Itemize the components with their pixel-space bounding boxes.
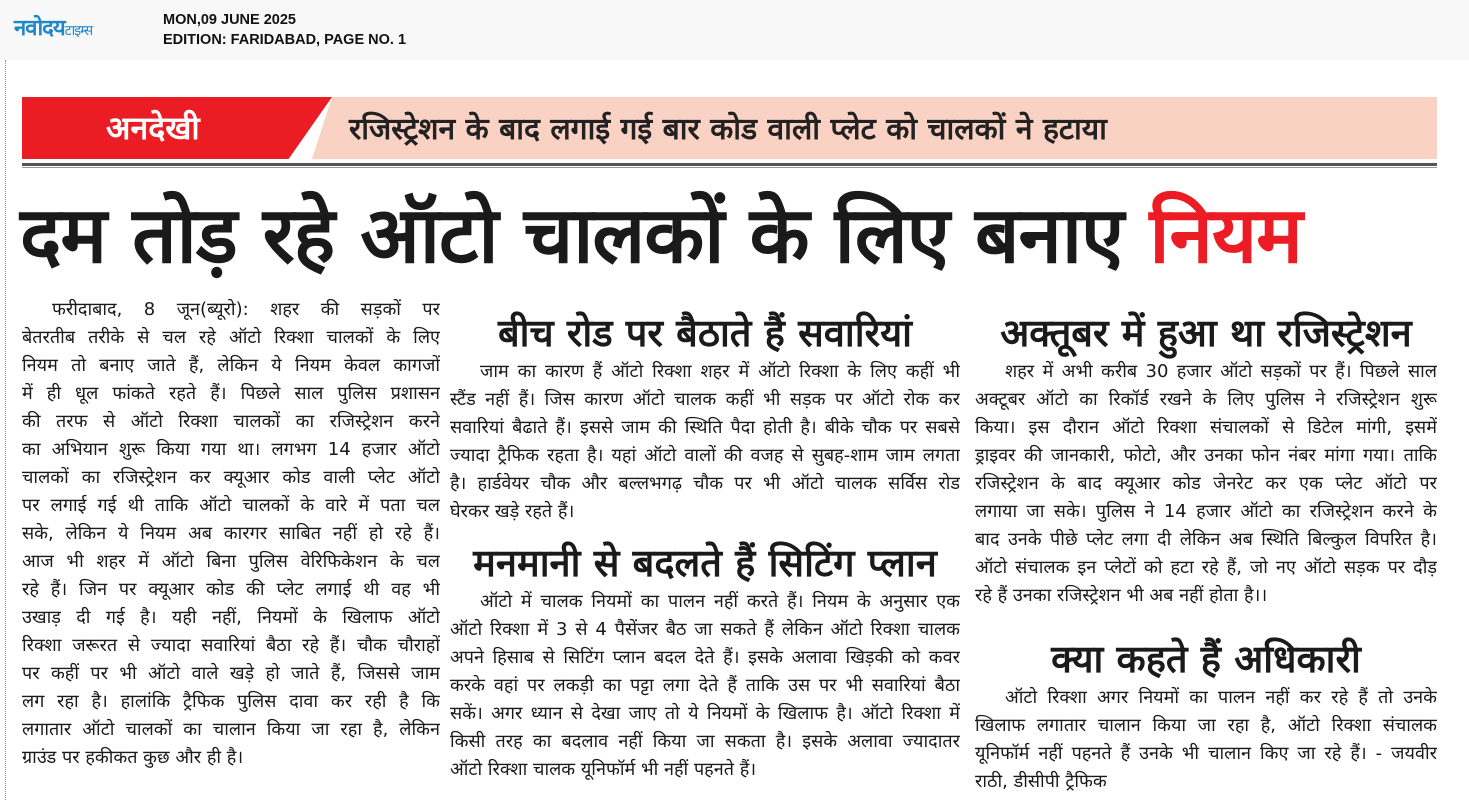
text-line: लगाया जा सके। पुलिस ने 14 हजार ऑटो का रजिस्ट्रेशन करने के (975, 501, 1437, 522)
text-line: ऑटो रिक्शा चालक यूनिफॉर्म भी नहीं पहनते हैं। (450, 759, 757, 780)
text-line: लगातार ऑटो चालकों का चालान किया जा रहा है, लेकिन (22, 719, 440, 740)
text-line: ऑटो रिक्शा अगर नियमों का पालन नहीं कर रहे हैं तो उनके (1005, 687, 1437, 708)
edition-info (163, 10, 406, 50)
text-line: रजिस्ट्रेशन के बाद क्यूआर कोड जेनरेट कर एक प्लेट ऑटो पर (975, 473, 1437, 494)
navodaya-times-logo[interactable]: नवोदयटाइम्स (14, 16, 93, 41)
text-line: राठी, डीसीपी ट्रैफिक (975, 771, 1107, 792)
section-heading: क्या कहते हैं अधिकारी (1051, 637, 1361, 681)
epaper-header (0, 0, 1469, 60)
text-line: नियम तो बनाए जाते हैं, लेकिन ये नियम केवल कागजों (22, 355, 440, 376)
main-headline: दम तोड़ रहे ऑटो चालकों के लिए बनाए नियम (20, 191, 1302, 281)
intro-paragraph (22, 296, 440, 772)
text-line: करके वहां पर लकड़ी का पट्टा लगा देते हैं ताकि उस पर भी सवारियां बैठा (450, 675, 960, 696)
section-paragraph (450, 588, 960, 784)
text-line: पर लगाई गई थी ताकि ऑटो चालकों के वारे में पता चल (22, 495, 440, 516)
text-line: ऑटो संचालक इन प्लेटों को हटा रहे हैं, जो नए ऑटो सड़क पर दौड़ (975, 557, 1437, 578)
text-line: अपने हिसाब से सिटिंग प्लान बदल देते हैं। इसके अलावा खिड़की को कवर (450, 647, 960, 668)
edition-page: EDITION: FARIDABAD, PAGE NO. 1 (163, 32, 407, 48)
divider (22, 167, 1437, 168)
middle-column (450, 308, 960, 784)
text-line: रिक्शा जरूरत से ज्यादा सवारियां बैठा रहे हैं। चौक चौराहों (22, 635, 440, 656)
text-line: का अभियान शुरू किया गया था। लगभग 14 हजार ऑटो (22, 439, 440, 460)
text-line: उखाड़ दी गई है। यही नहीं, नियमों के खिलाफ ऑटो (22, 607, 440, 628)
text-line: ड्राइवर की जानकारी, फोटो, और उनका फोन नंबर मांगा गया। ताकि (975, 445, 1437, 466)
text-line: जाम का कारण हैं ऑटो रिक्शा शहर में ऑटो रिक्शा के लिए कहीं भी (480, 361, 960, 382)
text-line: खिलाफ लगातार चालान किया जा रहा है, ऑटो रिक्शा संचालक (975, 715, 1437, 736)
kicker-tag: अनदेखी (106, 109, 200, 147)
text-line: सकें। अगर ध्यान से देखा जाए तो ये नियमों के खिलाफ है। ऑटो रिक्शा में (450, 703, 960, 724)
text-line: ऑटो रिक्शा में 3 से 4 पैसेंजर बैठ जा सकते हैं लेकिन ऑटो रिक्शा चालक (450, 619, 960, 640)
text-line: पर कहीं पर भी ऑटो वाले खड़े हो जाते हैं, जिससे जाम (22, 663, 440, 684)
text-line: स्टैंड नहीं हैं। जिस कारण ऑटो चालक कहीं भी सड़क पर ऑटो रोक कर (450, 389, 960, 410)
text-line: ऑटो में चालक नियमों का पालन नहीं करते हैं। नियम के अनुसार एक (480, 591, 960, 612)
divider (22, 163, 1437, 166)
text-line: बाद उनके पीछे प्लेट लगा दी लेकिन अब स्थिति बिल्कुल विपरित है। (975, 529, 1437, 550)
text-line: रहे हैं। जिन पर क्यूआर कोड की प्लेट लगाई थी वह भी (22, 579, 440, 600)
text-line: लग रहा है। हालांकि ट्रैफिक पुलिस दावा कर रही है कि (22, 691, 440, 712)
text-line: ज्यादा ट्रैफिक रहता है। यहां ऑटो वालों की वजह से सुबह-शाम जाम लगता (450, 445, 960, 466)
text-line: घेरकर खड़े रहते हैं। (450, 501, 575, 522)
text-line: अक्टूबर ऑटो का रिकॉर्ड रखने के लिए पुलिस ने रजिस्ट्रेशन शुरू (975, 389, 1437, 410)
section-paragraph (450, 358, 960, 526)
text-line: चालकों का रजिस्ट्रेशन कर क्यूआर कोड वाली प्लेट ऑटो (22, 467, 440, 488)
text-line: सवारियां बैढाते हैं। इससे जाम की स्थिति पैदा होती है। बीके चौक पर सबसे (450, 417, 960, 438)
text-line: बेतरतीब तरीके से चल रहे ऑटो रिक्शा चालकों के लिए (22, 327, 440, 348)
right-column (975, 308, 1437, 796)
section-paragraph (975, 684, 1437, 796)
kicker-subtitle: रजिस्ट्रेशन के बाद लगाई गई बार कोड वाली प्लेट को चालकों ने हटाया (349, 112, 1107, 147)
section-heading: मनमानी से बदलते हैं सिटिंग प्लान (473, 541, 937, 585)
text-line: आज भी शहर में ऑटो बिना पुलिस वेरिफिकेशन के चल (22, 551, 440, 572)
headline-accent: नियम (1149, 191, 1302, 281)
text-line: ग्राउंड पर हकीकत कुछ और ही है। (22, 747, 244, 768)
text-line: की तरफ से ऑटो रिक्शा चालकों का रजिस्ट्रेशन करने (22, 411, 440, 432)
section-heading: अक्तूबर में हुआ था रजिस्ट्रेशन (1000, 311, 1412, 355)
text-line: किया। इस दौरान ऑटो रिक्शा संचालकों से डिटेल मांगी, इसमें (975, 417, 1437, 438)
left-column (22, 296, 440, 772)
section-paragraph (975, 358, 1437, 610)
section-heading: बीच रोड पर बैठाते हैं सवारियां (497, 311, 913, 355)
adjacent-article-edge (1455, 60, 1469, 800)
text-line: शहर में अभी करीब 30 हजार ऑटो सड़कों पर हैं। पिछले साल (1005, 361, 1437, 382)
issue-date: MON,09 JUNE 2025 (163, 12, 296, 28)
text-line: में ही धूल फांकते रहते हैं। पिछले साल पुलिस प्रशासन (22, 383, 440, 404)
text-line: है। हार्डवेयर चौक और बल्लभगढ़ चौक पर भी ऑटो चालक सर्विस रोड (450, 473, 960, 494)
clip-border (5, 60, 6, 800)
text-line: रहे हैं उनका रजिस्ट्रेशन भी अब नहीं होता है।। (975, 585, 1268, 606)
text-line: किसी तरह का बदलाव नहीं किया जा सकता है। इसके अलावा ज्यादातर (450, 731, 960, 752)
kicker-banner (22, 97, 1437, 159)
text-line: फरीदाबाद, 8 जून(ब्यूरो): शहर की सड़कों पर (52, 299, 440, 320)
text-line: सके, लेकिन ये नियम अब कारगर साबित नहीं हो रहे हैं। (22, 523, 440, 544)
text-line: यूनिफॉर्म नहीं पहनते हैं उनके भी चालान किए जा रहे हैं। - जयवीर (975, 743, 1437, 764)
